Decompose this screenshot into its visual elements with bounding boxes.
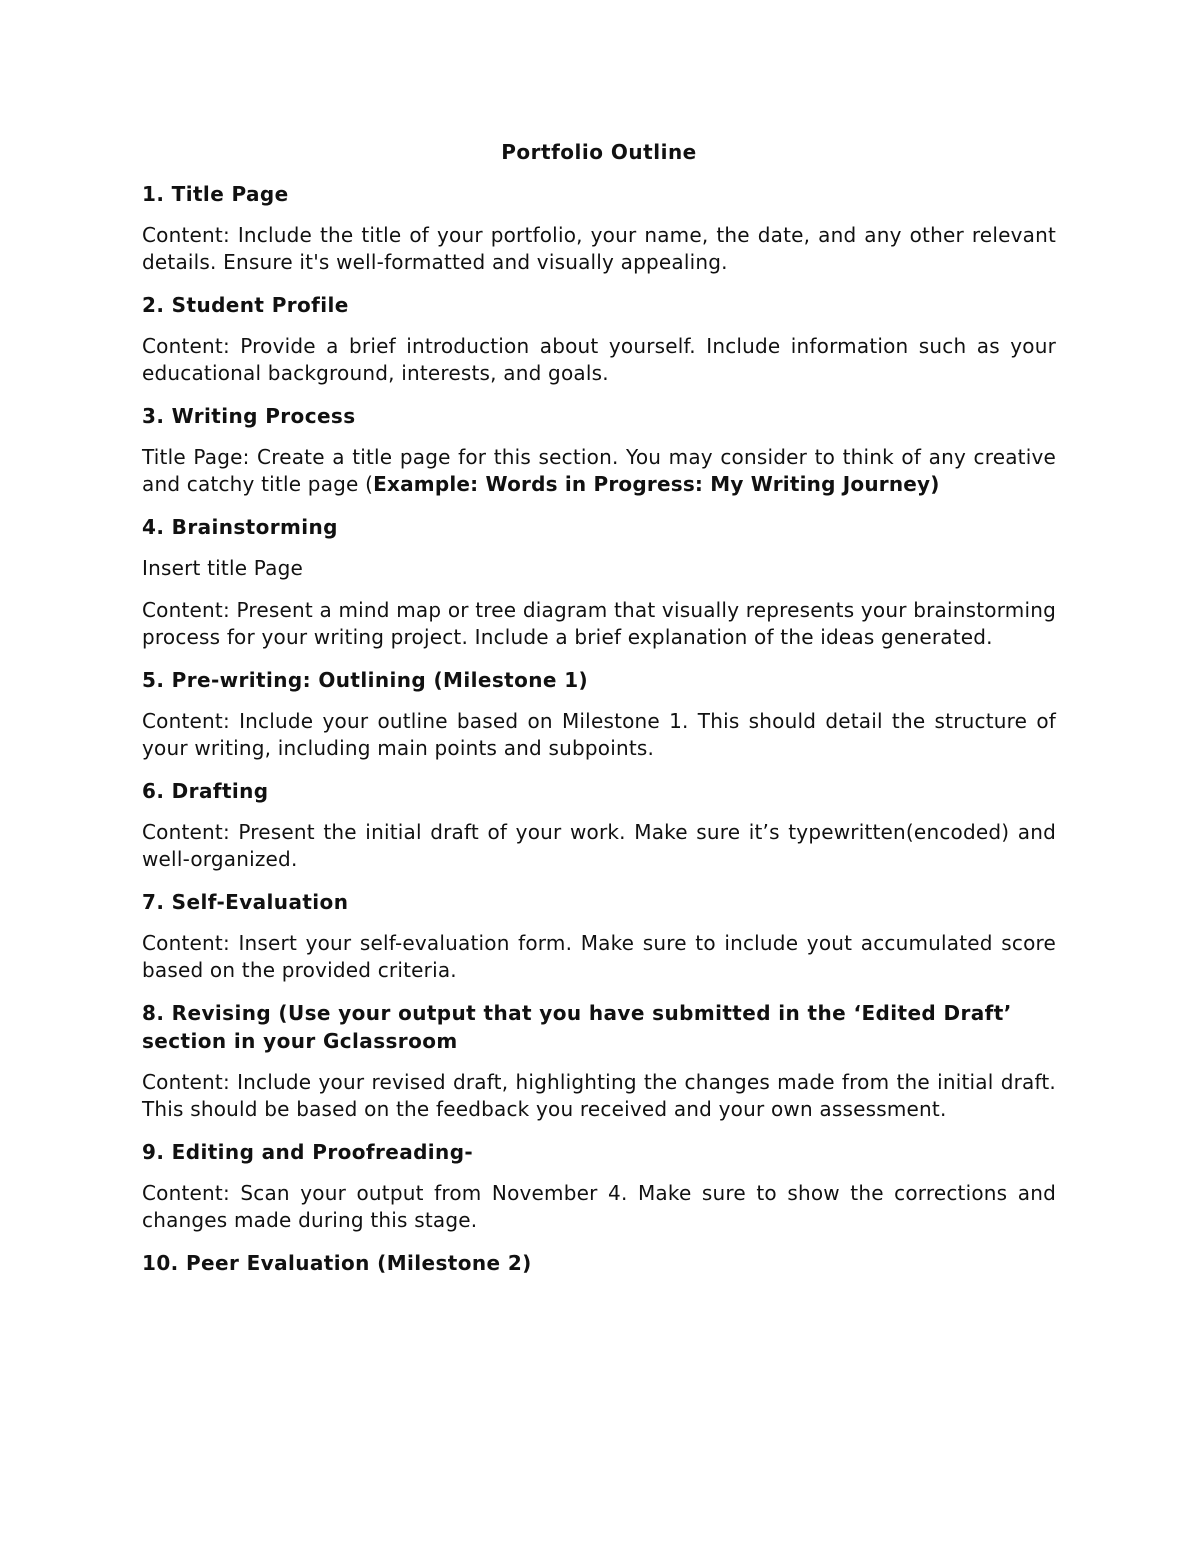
section-heading-editing-proofreading: 9. Editing and Proofreading-: [142, 1140, 474, 1164]
paragraph-lead-text: Title Page: Create a title page for this section. You may consider to think of any creative and catchy title page (: [142, 445, 1056, 496]
section-heading-drafting: 6. Drafting: [142, 779, 269, 803]
section-paragraph: Content: Scan your output from November 4. Make sure to show the corrections and changes made during this stage.: [142, 1181, 1056, 1232]
section-paragraph: Content: Present the initial draft of your work. Make sure it’s typewritten(encoded) and well-organized.: [142, 820, 1056, 871]
section-heading-self-evaluation: 7. Self-Evaluation: [142, 890, 349, 914]
section-paragraph: Content: Include your outline based on Milestone 1. This should detail the structure of your writing, including main points and subpoints.: [142, 709, 1056, 760]
section-paragraph: Content: Include your revised draft, highlighting the changes made from the initial draft. This should be based on the feedback you received and your own assessment.: [142, 1070, 1056, 1121]
section-heading-pre-writing: 5. Pre-writing: Outlining (Milestone 1): [142, 668, 589, 692]
section-paragraph: Content: Present a mind map or tree diagram that visually represents your brainstorming process for your writing project. Include a brief explanation of the ideas generated.: [142, 598, 1056, 649]
section-paragraph: Content: Provide a brief introduction about yourself. Include information such as your educational background, interests, and goals.: [142, 334, 1056, 385]
section-paragraph: [142, 444, 1056, 498]
section-paragraph: Insert title Page: [142, 556, 303, 580]
section-heading-peer-evaluation: 10. Peer Evaluation (Milestone 2): [142, 1251, 532, 1275]
section-heading-brainstorming: 4. Brainstorming: [142, 515, 338, 539]
section-heading-revising: 8. Revising (Use your output that you have submitted in the ‘Edited Draft’ section in your Gclassroom: [142, 1001, 1012, 1053]
section-paragraph: Content: Include the title of your portfolio, your name, the date, and any other relevant details. Ensure it's well-formatted and visually appealing.: [142, 223, 1056, 274]
section-heading-writing-process: 3. Writing Process: [142, 404, 356, 428]
section-paragraph: Content: Insert your self-evaluation form. Make sure to include yout accumulated score based on the provided criteria.: [142, 931, 1056, 982]
section-heading-title-page: 1. Title Page: [142, 182, 289, 206]
document-page: [142, 138, 1056, 1291]
section-heading-student-profile: 2. Student Profile: [142, 293, 349, 317]
document-title: Portfolio Outline: [501, 140, 697, 164]
paragraph-bold-example: Example: Words in Progress: My Writing Journey): [373, 472, 940, 496]
